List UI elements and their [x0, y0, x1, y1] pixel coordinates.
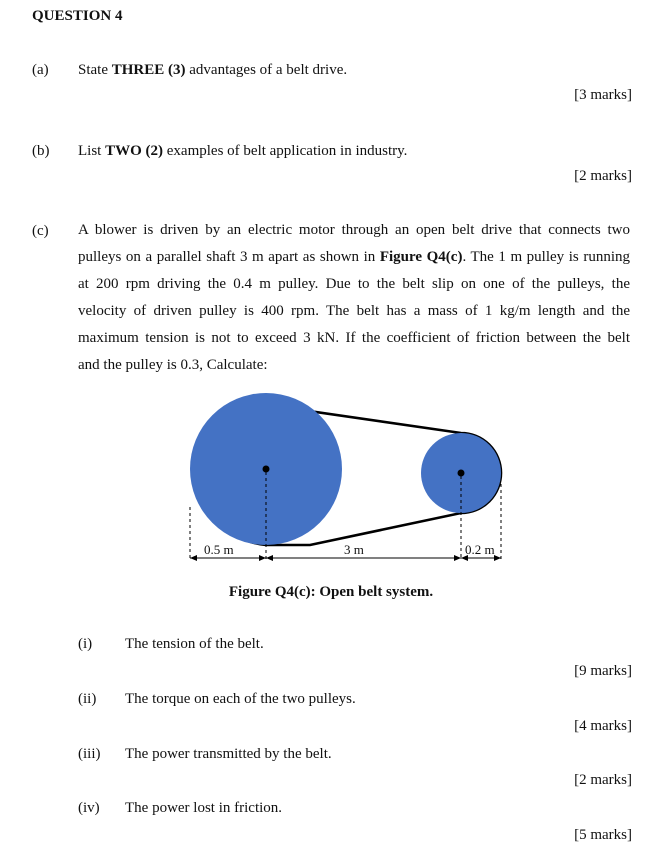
part-b-post: examples of belt application in industry. [163, 143, 408, 159]
part-b-text [78, 143, 407, 160]
dim-label-right: 0.2 m [465, 542, 495, 557]
dimension-arrow-mid-left [259, 555, 266, 561]
subpart-ii-marks: [4 marks] [574, 718, 632, 734]
dimension-arrow-left [190, 555, 197, 561]
figure-reference: Figure Q4(c) [379, 249, 463, 265]
subpart-ii-text: The torque on each of the two pulleys. [125, 691, 356, 707]
dim-label-center: 3 m [344, 542, 364, 557]
subpart-iii-label: (iii) [78, 746, 101, 762]
part-b-marks: [2 marks] [574, 168, 632, 184]
subpart-i-text: The tension of the belt. [125, 636, 264, 652]
part-a-label: (a) [32, 62, 49, 78]
subpart-iv-marks: [5 marks] [574, 827, 632, 843]
part-c-line-6: and the pulley is 0.3, Calculate: [78, 357, 268, 373]
part-c-line-3: at 200 rpm driving the 0.4 m pulley. Due to the belt slip on one of the pulleys, the [78, 276, 630, 292]
part-a-post: advantages of a belt drive. [185, 62, 348, 78]
part-c-line-5: maximum tension is not to exceed 3 kN. If the coefficient of friction between the belt [78, 330, 630, 346]
part-c-line-4: velocity of driven pulley is 400 rpm. The belt has a mass of 1 kg/m length and the [78, 303, 630, 319]
driven-pulley-center [458, 470, 465, 477]
part-b-pre: List [78, 143, 106, 159]
subpart-i-label: (i) [78, 636, 93, 652]
part-c-line-2 [78, 244, 630, 271]
driver-pulley-center [263, 466, 270, 473]
part-c-line-2-post: . The 1 m pulley is running [462, 249, 630, 265]
part-b-label: (b) [32, 143, 50, 159]
dimension-arrow-right [494, 555, 501, 561]
question-title: QUESTION 4 [32, 8, 123, 24]
part-c-line-1: A blower is driven by an electric motor through an open belt drive that connects two [78, 222, 630, 238]
part-b-bold: TWO (2) [105, 143, 164, 159]
subpart-iii-text: The power transmitted by the belt. [125, 746, 332, 762]
subpart-iv-label: (iv) [78, 800, 100, 816]
dimension-arrow-mid-right [266, 555, 273, 561]
part-a-marks: [3 marks] [574, 87, 632, 103]
dimension-arrow-center-right [454, 555, 461, 561]
part-c-line-2-pre: pulleys on a parallel shaft 3 m apart as shown in [78, 249, 380, 265]
part-a-pre: State [78, 62, 112, 78]
belt-drive-figure [170, 392, 520, 577]
part-a-bold: THREE (3) [111, 62, 186, 78]
subpart-i-marks: [9 marks] [574, 663, 632, 679]
part-c-paragraph [78, 217, 630, 379]
subpart-ii-label: (ii) [78, 691, 97, 707]
part-c-label: (c) [32, 223, 49, 239]
subpart-iii-marks: [2 marks] [574, 772, 632, 788]
dim-label-left: 0.5 m [204, 542, 234, 557]
subpart-iv-text: The power lost in friction. [125, 800, 283, 816]
part-a-text [78, 62, 347, 79]
figure-caption: Figure Q4(c): Open belt system. [228, 584, 434, 600]
